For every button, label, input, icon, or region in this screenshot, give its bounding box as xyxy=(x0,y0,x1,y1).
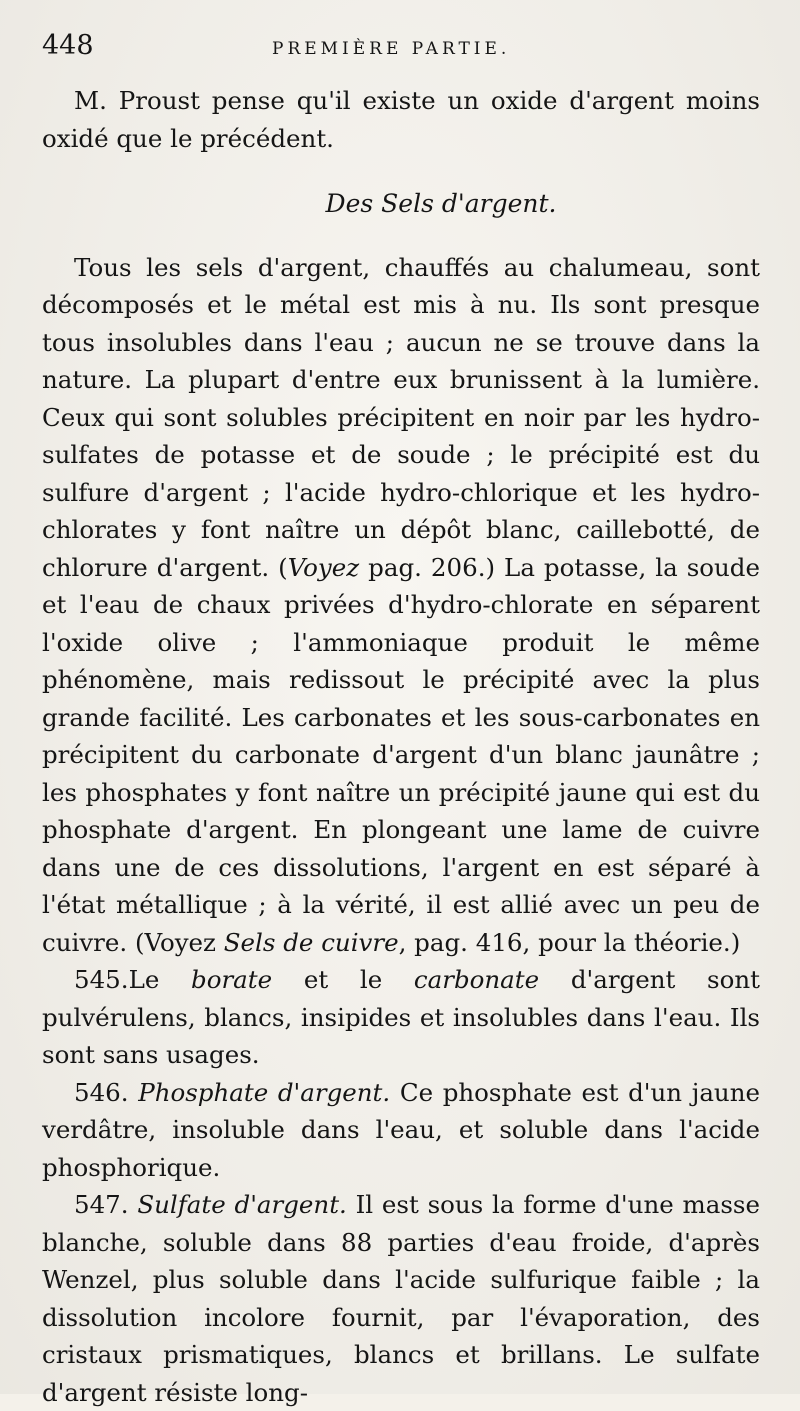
paragraph-547-text: Il est sous la forme d'une masse blanche, soluble dans 88 parties d'eau froide, d'après Wenzel, plus soluble dans l'acide sulfurique faible ; la dissolution incolore fournit, par l'évaporation, des cristaux prismatiques, blancs et brillans. Le sulfate d'argent résiste long- xyxy=(42,1190,760,1407)
sels-cuivre-ref: Sels de cuivre xyxy=(223,927,399,957)
body-text xyxy=(42,82,760,1411)
section-title: Des Sels d'argent. xyxy=(325,189,557,218)
general-text-3: , pag. 416, pour la théorie.) xyxy=(398,927,741,957)
paragraph-546 xyxy=(42,1074,760,1187)
term-phosphate: Phosphate d'argent. xyxy=(138,1077,391,1107)
text-le: Le xyxy=(128,965,192,994)
page-number: 448 xyxy=(42,30,94,61)
intro-paragraph: M. Proust pense qu'il existe un oxide d'argent moins oxidé que le précédent. xyxy=(42,86,760,153)
voyez-ref: Voyez xyxy=(287,552,360,582)
paragraph-number: 545. xyxy=(74,965,129,994)
general-paragraph xyxy=(42,249,760,962)
paragraph-number: 547. xyxy=(74,1190,129,1219)
paragraph-545-text: d'argent sont pulvérulens, blancs, insipides et insolubles dans l'eau. Ils sont sans usages. xyxy=(42,965,760,1069)
general-text-1: Tous les sels d'argent, chauffés au chalumeau, sont décomposés et le métal est mis à nu. Ils sont presque tous insolubles dans l'eau ; aucun ne se trouve dans la nature. La plupart d'entre eux brunissent à la lumière. Ceux qui sont solubles précipitent en noir par les hydro-sulfates de potasse et de soude ; le précipité est du sulfure d'argent ; l'acide hydro-chlorique et les hydro-chlorates y font naître un dépôt blanc, caillebotté, de chlorure d'argent. ( xyxy=(42,252,760,582)
term-sulfate: Sulfate d'argent. xyxy=(137,1190,347,1219)
paragraph-number: 546. xyxy=(74,1077,129,1107)
term-carbonate: carbonate xyxy=(413,965,540,994)
page-header xyxy=(42,30,760,82)
paragraph-546-text: Ce phosphate est d'un jaune verdâtre, insoluble dans l'eau, et soluble dans l'acide phosphorique. xyxy=(42,1077,760,1182)
paragraph-545 xyxy=(42,961,760,1074)
term-borate: borate xyxy=(191,965,273,994)
paragraph-547 xyxy=(42,1186,760,1411)
general-text-2: pag. 206.) La potasse, la soude et l'eau de chaux privées d'hydro-chlorate en séparent l'oxide olive ; l'ammoniaque produit le même phénomène, mais redissout le précipité avec la plus grande facilité. Les carbonates et les sous-carbonates en précipitent du carbonate d'argent d'un blanc jaunâtre ; les phosphates y font naître un précipité jaune qui est du phosphate d'argent. En plongeant une lame de cuivre dans une de ces dissolutions, l'argent en est séparé à l'état métallique ; à la vérité, il est allié avec un peu de cuivre. (Voyez xyxy=(42,552,760,957)
running-head: PREMIÈRE PARTIE. xyxy=(272,39,511,59)
text-et-le: et le xyxy=(272,965,414,994)
